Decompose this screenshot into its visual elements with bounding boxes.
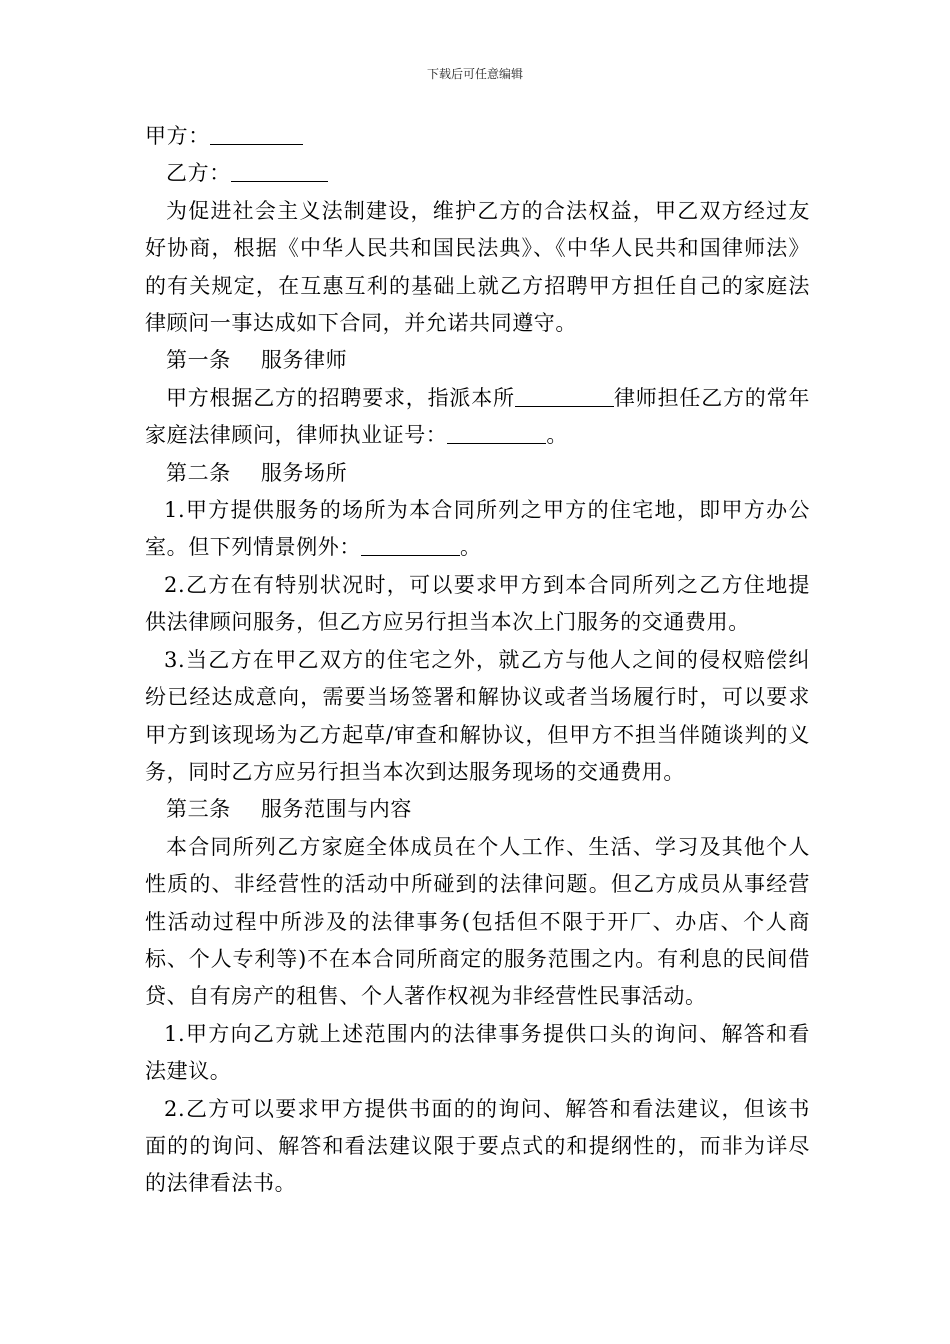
contract-body [145, 118, 810, 1203]
lawyer-name-blank [515, 386, 614, 407]
party-a-blank [210, 124, 303, 145]
party-a-label: 甲方： [145, 124, 210, 148]
article-2-item-1: 1.甲方提供服务的场所为本合同所列之甲方的住宅地，即甲方办公室。但下列情景例外： 。 [145, 498, 810, 560]
article-2-number: 第二条 [166, 460, 231, 485]
article-1-heading [145, 342, 810, 379]
license-number-blank [447, 423, 546, 444]
article-2-item-2: 2.乙方在有特别状况时，可以要求甲方到本合同所列之乙方住地提供法律顾问服务，但乙方应另行担当本次上门服务的交通费用。 [145, 572, 810, 635]
article-3-paragraph: 本合同所列乙方家庭全体成员在个人工作、生活、学习及其他个人性质的、非经营性的活动中所碰到的法律问题。但乙方成员从事经营性活动过程中所涉及的法律事务(包括但不限于开厂、办店、个人商标、个人专利等)不在本合同所商定的服务范围之内。有利息的民间借贷、自有房产的租售、个人著作权视为非经营性民事活动。 [145, 834, 810, 1009]
article-2-title: 服务场所 [260, 460, 348, 485]
article-3-item-2: 2.乙方可以要求甲方提供书面的的询问、解答和看法建议，但该书面的的询问、解答和看法建议限于要点式的和提纲性的，而非为详尽的法律看法书。 [145, 1096, 810, 1196]
page-header: 下载后可任意编辑 [426, 67, 523, 81]
article-1-title: 服务律师 [260, 348, 348, 373]
article-2-item-3: 3.当乙方在甲乙双方的住宅之外，就乙方与他人之间的侵权赔偿纠纷已经达成意向，需要当场签署和解协议或者当场履行时，可以要求甲方到该现场为乙方起草/审查和解协议，但甲方不担当伴随谈判的义务，同时乙方应另行担当本次到达服务现场的交通费用。 [145, 647, 810, 784]
party-b-blank [231, 161, 328, 182]
article-3-heading [145, 791, 810, 828]
party-a-line [145, 118, 810, 155]
article-3-title: 服务范围与内容 [260, 797, 413, 822]
article-3-item-1: 1.甲方向乙方就上述范围内的法律事务提供口头的询问、解答和看法建议。 [145, 1021, 810, 1084]
article-1-number: 第一条 [166, 348, 231, 373]
article-2-heading [145, 455, 810, 492]
article-1-paragraph: 甲方根据乙方的招聘要求，指派本所 律师担任乙方的常年家庭法律顾问，律师执业证号： 。 [145, 385, 810, 448]
party-b-label: 乙方： [166, 161, 231, 186]
preamble-paragraph: 为促进社会主义法制建设，维护乙方的合法权益，甲乙双方经过友好协商，根据《中华人民共和国民法典》、《中华人民共和国律师法》的有关规定，在互惠互利的基础上就乙方招聘甲方担任自己的家庭法律顾问一事达成如下合同，并允诺共同遵守。 [145, 198, 810, 336]
exception-blank [361, 535, 460, 556]
article-3-number: 第三条 [166, 797, 231, 822]
party-b-line [145, 155, 810, 192]
